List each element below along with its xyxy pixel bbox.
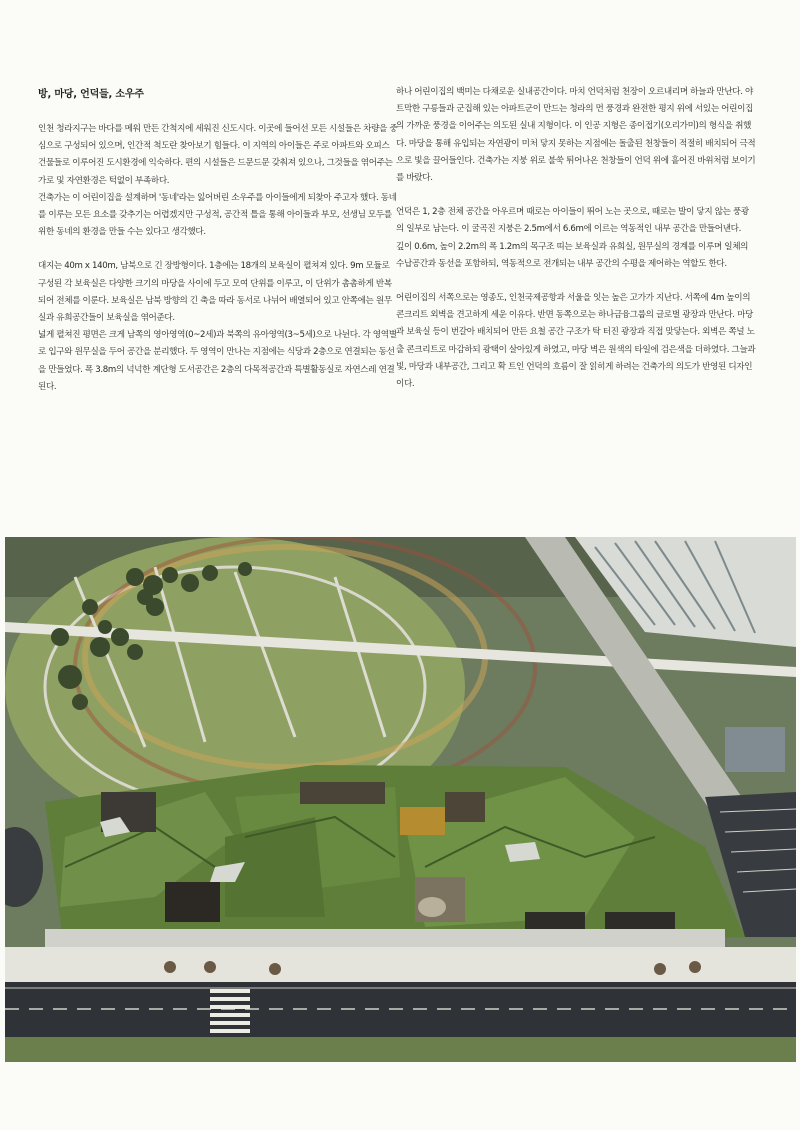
body-paragraph: 깊이 0.6m, 높이 2.2m의 폭 1.2m의 목구조 띠는 보육실과 유희실, 원무실의 경계를 이루며 일체의 수납공간과 동선을 포함하되, 역동적으로 전개되는 내부 공간의 수평을 제어하는 역할도 한다.: [396, 241, 749, 269]
sidewalk: [5, 947, 796, 982]
aerial-photo: [5, 537, 796, 1062]
section-heading: 방, 마당, 언덕들, 소우주: [38, 89, 144, 100]
body-paragraph: 대지는 40m x 140m, 남북으로 긴 장방형이다. 1층에는 18개의 보육실이 펼쳐져 있다. 9m 모듈로 구성된 각 보육실은 다양한 크기의 마당을 사이에 두고 모여 단위를 이루고, 이 단위가 촘촘하게 반복되어 전체를 이룬다. 보육실은 남북 방향의 긴 축을 따라 동서로 나뉘어 배열되어 있고 안쪽에는 원무실과 유희공간들이 보육실을 엮어준다.: [38, 261, 392, 324]
body-paragraph: 넓게 펼쳐진 평면은 크게 남쪽의 영아영역(0~2세)과 북쪽의 유아영역(3~5세)으로 나뉜다. 각 영역별로 입구와 원무실을 두어 공간을 분리했다. 두 영역이 만나는 지점에는 식당과 2층으로 연결되는 동선을 만들었다. 폭 3.8m의 넉넉한 계단형 도서공간은 2층의 다목적공간과 특별활동실로 자연스레 연결된다.: [38, 330, 397, 392]
facade-wall: [45, 929, 725, 949]
right-text-column: [396, 84, 756, 393]
left-text-column: [38, 82, 398, 396]
paragraph-gap: [396, 187, 756, 204]
body-paragraph: 건축가는 이 어린이집을 설계하며 '동네'라는 잃어버린 소우주를 아이들에게 되찾아 주고자 했다. 동네를 이루는 모든 요소를 갖추기는 어렵겠지만 구성적, 공간적 틀을 통해 아이들과 부모, 선생님 모두를 위한 동네의 환경을 만들 수는 있다고 생각했다.: [38, 192, 397, 238]
aerial-photo-illustration: [5, 537, 796, 1062]
paragraph-gap: [396, 273, 756, 290]
body-paragraph: 어린이집의 서쪽으로는 영종도, 인천국제공항과 서울을 잇는 높은 고가가 지난다. 서쪽에 4m 높이의 콘크리트 외벽을 견고하게 세운 이유다. 반면 동쪽으로는 하나금융그룹의 글로벌 광장과 만난다. 마당과 보육실 등이 번갈아 배치되어 만든 요철 공간 구조가 탁 터진 광장과 직접 맞닿는다. 외벽은 쪽널 노출 콘크리트로 마감하되 광택이 살아있게 하였고, 마당 벽은 원색의 타일에 검은색을 더하였다. 그늘과 빛, 마당과 내부공간, 그리고 확 트인 언덕의 흐름이 잘 읽히게 하려는 건축가의 의도가 반영된 디자인이다.: [396, 293, 756, 390]
body-paragraph: 하나 어린이집의 백미는 다채로운 실내공간이다. 마치 언덕처럼 천장이 오르내리며 하늘과 만난다. 야트막한 구릉들과 군집해 있는 아파트군이 만드는 청라의 먼 풍경과 완전한 평지 위에 서있는 어린이집의 가까운 풍경을 이어주는 의도된 실내 지형이다. 이 인공 지형은 종이접기(오리가미)의 형식을 취했다. 마당을 통해 유입되는 자연광이 미처 닿지 못하는 지점에는 돌출된 천창들이 적절히 배치되어 극적으로 빛을 끌어들인다. 건축가는 지붕 위로 불쑥 튀어나온 천창들이 언덕 위에 흩어진 바위처럼 보이기를 바랐다.: [396, 87, 756, 184]
body-paragraph: 인천 청라지구는 바다를 메워 만든 간척지에 세워진 신도시다. 이곳에 들어선 모든 시설들은 차량을 중심으로 구성되어 있으며, 인간적 척도란 찾아보기 힘들다. 이 지역의 아이들은 주로 아파트와 오피스 건물들로 이루어진 도시환경에 익숙하다. 편의 시설들은 드문드문 갖춰져 있으나, 그것들을 엮어주는 가로 및 자연환경은 턱없이 부족하다.: [38, 124, 398, 186]
paragraph-gap: [38, 241, 398, 258]
body-paragraph: 언덕은 1, 2층 전체 공간을 아우르며 때로는 아이들이 뛰어 노는 곳으로, 때로는 발이 닿지 않는 풍광의 일부로 남는다. 이 굴곡진 지붕은 2.5m에서 6.6m에 이르는 역동적인 내부 공간을 만들어낸다.: [396, 207, 749, 235]
